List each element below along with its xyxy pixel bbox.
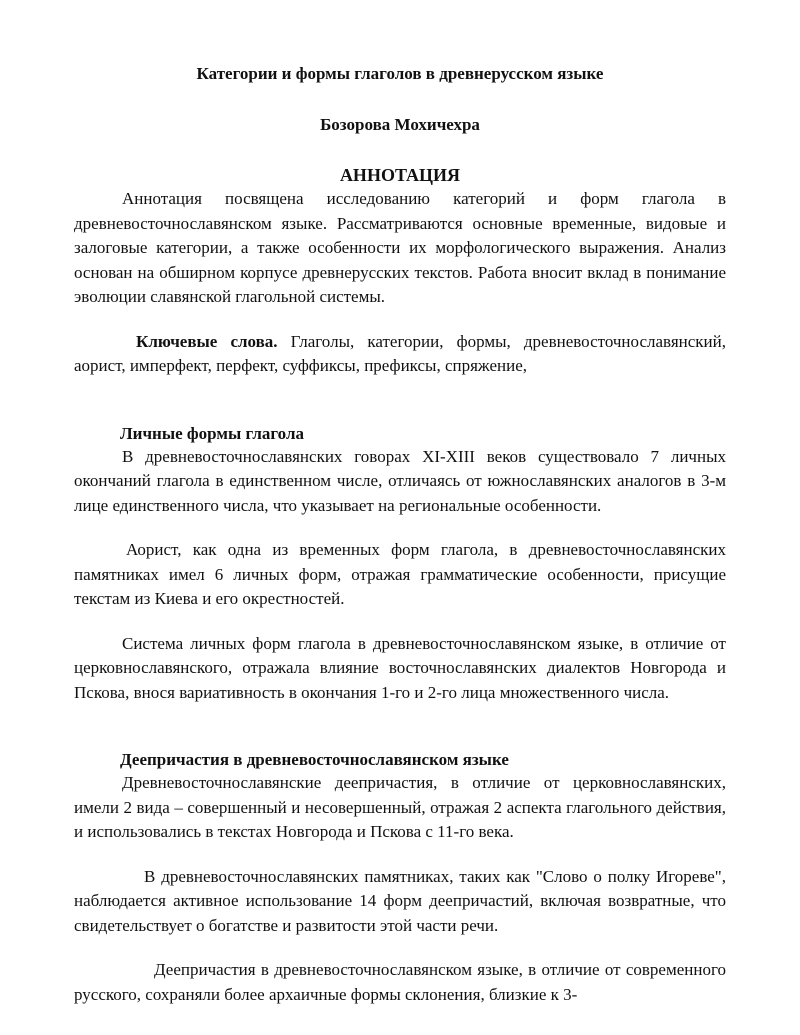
author-name: Бозорова Мохичехра	[320, 115, 480, 134]
keywords-paragraph	[74, 330, 726, 379]
paragraph: Деепричастия в древневосточнославянском языке, в отличие от современного русского, сохраняли более архаичные формы склонения, близкие к 3-	[74, 960, 726, 1004]
document-title: Категории и формы глаголов в древнерусском языке	[196, 64, 604, 83]
keywords-text: Глаголы, категории, формы, древневосточнославянский, аорист, имперфект, перфект, суффиксы, префиксы, спряжение,	[74, 331, 726, 375]
annotation-text: Аннотация посвящена исследованию категорий и форм глагола в древневосточнославянском языке. Рассматриваются основные временные, видовые и залоговые категории, а также особенности их морфологического выражения. Анализ основан на обширном корпусе древнерусских текстов. Работа вносит вклад в понимание эволюции славянской глагольной системы.	[74, 189, 726, 306]
section-heading-gerunds: Деепричастия в древневосточнославянском языке	[120, 750, 509, 769]
section-heading-personal-forms: Личные формы глагола	[120, 423, 304, 443]
paragraph: Аорист, как одна из временных форм глагола, в древневосточнославянских памятниках имел 6 личных форм, отражая грамматические особенности, присущие текстам из Киева и его окрестностей.	[74, 540, 726, 608]
paragraph: Система личных форм глагола в древневосточнославянском языке, в отличие от церковнославянского, отражала влияние восточнославянских диалектов Новгорода и Пскова, внося вариативность в окончания 1-го и 2-го лица множественного числа.	[74, 633, 726, 702]
keywords-label: Ключевые слова.	[136, 331, 278, 351]
paragraph: В древневосточнославянских памятниках, таких как "Слово о полку Игореве", наблюдается активное использование 14 форм деепричастий, включая возвратные, что свидетельствует о богатстве и развитости этой части речи.	[74, 866, 726, 935]
annotation-heading: АННОТАЦИЯ	[339, 165, 461, 185]
paragraph: В древневосточнославянских говорах XI-XIII веков существовало 7 личных окончаний глагола в единственном числе, отличаясь от южнославянских аналогов в 3-м лице единственного числа, что указывает на региональные особенности.	[74, 446, 726, 515]
document-page	[74, 62, 726, 1007]
paragraph: Древневосточнославянские деепричастия, в отличие от церковнославянских, имели 2 вида – совершенный и несовершенный, отражая 2 аспекта глагольного действия, и использовались в текстах Новгорода и Пскова с 11-го века.	[74, 773, 726, 841]
